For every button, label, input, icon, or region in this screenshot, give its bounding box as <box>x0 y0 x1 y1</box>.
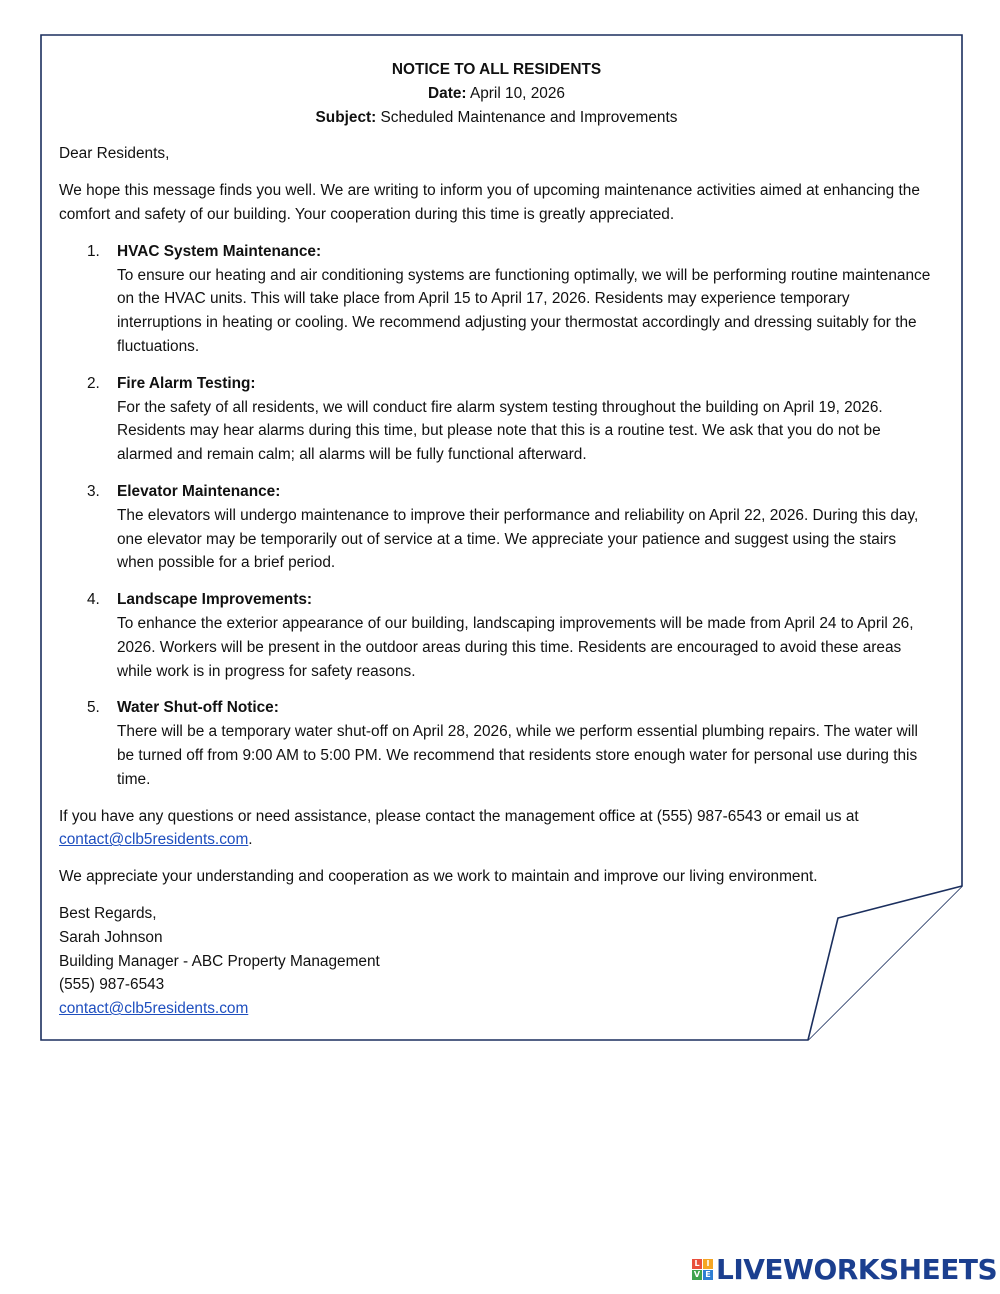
logo-letter: E <box>703 1270 713 1280</box>
item-heading: Landscape Improvements: <box>117 591 313 609</box>
notice-date <box>59 82 934 106</box>
item-heading: Water Shut-off Notice: <box>117 699 279 717</box>
list-item <box>59 372 934 467</box>
signoff: Best Regards, <box>59 904 157 922</box>
notice-title: NOTICE TO ALL RESIDENTS <box>391 61 602 78</box>
signer-title: Building Manager - ABC Property Management <box>59 952 380 970</box>
liveworksheets-logo <box>692 1252 997 1286</box>
date-label: Date: <box>428 84 467 102</box>
item-text: For the safety of all residents, we will conduct fire alarm system testing throughout the building on April 19, 2026. Residents may hear alarms during this time, but please note that this is a routine test. We ask that you do not be alarmed and remain calm; all alarms will be fully functional afterward. <box>117 398 883 464</box>
list-item <box>59 480 934 575</box>
item-heading: Fire Alarm Testing: <box>117 374 256 392</box>
item-number: 1. <box>87 242 100 260</box>
subject-value: Scheduled Maintenance and Improvements <box>380 108 678 126</box>
item-number: 2. <box>87 374 100 392</box>
intro-paragraph: We hope this message finds you well. We are writing to inform you of upcoming maintenance activities aimed at enhancing the comfort and safety of our building. Your cooperation during this time is greatly appreciated. <box>59 182 920 223</box>
notice-document <box>59 58 934 1021</box>
brand-name: LIVEWORKSHEETS <box>716 1252 998 1286</box>
contact-paragraph <box>59 805 934 853</box>
item-number: 4. <box>87 591 100 609</box>
logo-letter: L <box>692 1259 702 1269</box>
list-item <box>59 696 934 791</box>
subject-label: Subject: <box>315 108 377 126</box>
item-number: 3. <box>87 482 100 500</box>
signer-name: Sarah Johnson <box>59 928 163 946</box>
signature-block <box>59 902 934 1021</box>
contact-email-link[interactable]: contact@clb5residents.com <box>59 831 249 849</box>
contact-period: . <box>248 831 253 849</box>
list-item <box>59 588 934 683</box>
item-text: To ensure our heating and air conditioning systems are functioning optimally, we will be performing routine maintenance on the HVAC units. This will take place from April 15 to April 17, 2026. Residents may experience temporary interruptions in heating or cooling. We recommend adjusting your thermostat accordingly and dressing suitably for the fluctuations. <box>117 266 931 355</box>
closing-paragraph: We appreciate your understanding and cooperation as we work to maintain and improve our living environment. <box>59 868 818 886</box>
signer-phone: (555) 987-6543 <box>59 976 165 994</box>
logo-letter: I <box>703 1259 713 1269</box>
item-text: To enhance the exterior appearance of our building, landscaping improvements will be made from April 24 to April 26, 2026. Workers will be present in the outdoor areas during this time. Residents are encouraged to avoid these areas while work is in progress for safety reasons. <box>117 614 914 680</box>
item-heading: Elevator Maintenance: <box>117 482 281 500</box>
date-value: April 10, 2026 <box>469 84 565 102</box>
signer-email-link[interactable]: contact@clb5residents.com <box>59 1000 249 1018</box>
list-item <box>59 240 934 359</box>
item-number: 5. <box>87 699 100 717</box>
logo-letter: V <box>693 1269 701 1279</box>
notice-subject <box>59 106 934 130</box>
item-text: The elevators will undergo maintenance to improve their performance and reliability on April 22, 2026. During this day, one elevator may be temporarily out of service at a time. We appreciate your patience and suggest using the stairs when possible for a brief period. <box>117 506 919 572</box>
item-heading: HVAC System Maintenance: <box>117 242 322 260</box>
maintenance-list <box>59 240 934 792</box>
item-text: There will be a temporary water shut-off on April 28, 2026, while we perform essential plumbing repairs. The water will be turned off from 9:00 AM to 5:00 PM. We recommend that residents store enough water for personal use during this time. <box>117 723 918 788</box>
greeting: Dear Residents, <box>59 145 170 163</box>
contact-text: If you have any questions or need assistance, please contact the management office at (555) 987-6543 or email us at <box>59 807 859 825</box>
logo-grid-icon <box>692 1259 713 1280</box>
